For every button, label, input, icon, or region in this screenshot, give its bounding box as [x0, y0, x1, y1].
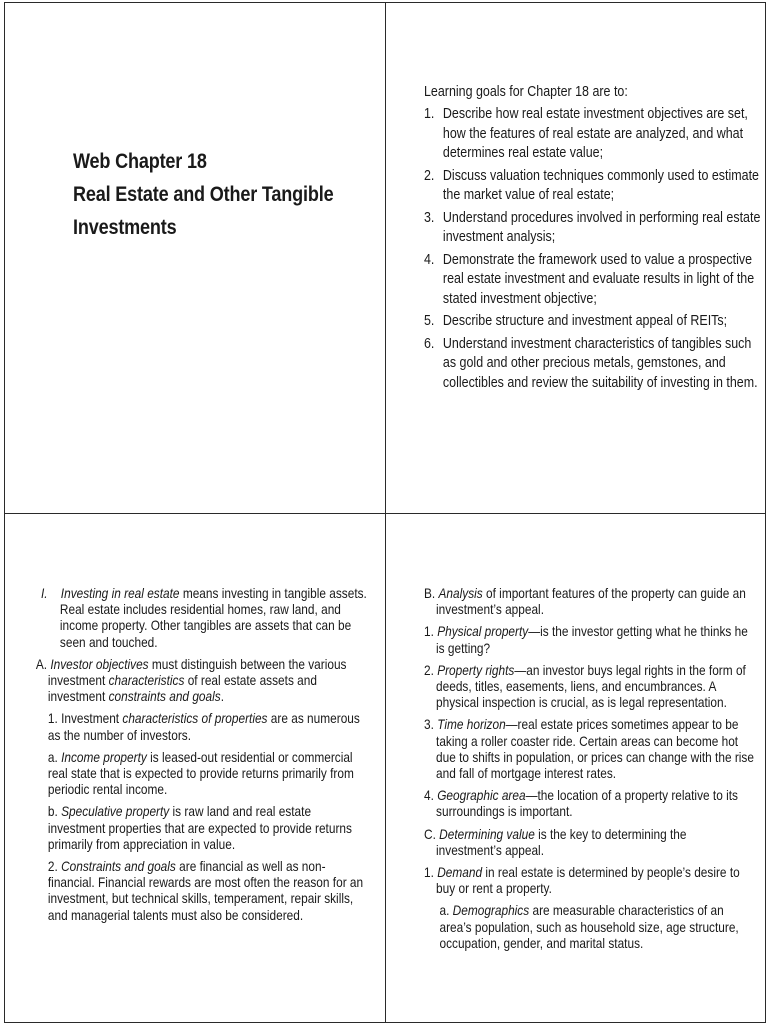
goal-text: Describe structure and investment appeal of REITs; [442, 313, 728, 329]
list-label: 4. [424, 788, 438, 804]
paragraph-text: —real estate prices sometimes appear to be taking a roller coaster ride. Certain areas can become hot due to shifts in population, or prices can change with the rise and fall of mortgage interest rates. [436, 717, 754, 782]
goal-item [424, 105, 761, 164]
paragraph-determining-value [424, 827, 754, 859]
term-constraints-and-goals: constraints and goals [108, 689, 221, 705]
paragraph-investing [41, 586, 371, 651]
paragraph-investor-objectives [36, 657, 371, 706]
paragraph-text: means investing in tangible assets. Real estate includes residential homes, raw land, and income property. Other tangibles are assets that can be seen and touched. [59, 586, 367, 650]
term-property-rights: Property rights [437, 662, 515, 678]
paragraph-income-property [41, 750, 371, 799]
slide-title [4, 2, 386, 514]
paragraph-text: must distinguish between the various investment [47, 656, 347, 689]
term-constraints-and-goals: Constraints and goals [61, 859, 176, 875]
slide3-content [35, 586, 371, 930]
paragraph-text: is the key to determining the investment’s appeal. [436, 826, 687, 858]
goal-item [424, 312, 761, 332]
goal-text: Describe how real estate investment objectives are set, how the features of real estate are analyzed, and what determines real estate value; [442, 106, 748, 161]
paragraph-demographics [424, 903, 754, 952]
list-label: 3. [424, 717, 438, 733]
goal-text: Understand procedures involved in performing real estate investment analysis; [442, 209, 761, 245]
learning-goals [424, 83, 761, 396]
paragraph-text: in real estate is determined by people’s desire to buy or rent a property. [436, 865, 740, 897]
goals-list [424, 105, 761, 393]
goal-item [424, 251, 761, 310]
paragraph-text: of important features of the property can guide an investment’s appeal. [436, 586, 746, 618]
term-analysis: Analysis [438, 586, 483, 601]
list-label: C. [424, 826, 440, 842]
slide-investing-in-real-estate [4, 513, 386, 1023]
goal-number: 1. [424, 106, 435, 122]
goal-number: 6. [424, 335, 435, 352]
term-geographic-area: Geographic area [437, 788, 526, 804]
goal-text: Discuss valuation techniques commonly used to estimate the market value of real estate; [442, 167, 759, 203]
paragraph-text: are as numerous as the number of investors. [47, 711, 360, 743]
slide4-content [424, 586, 754, 958]
term-demographics: Demographics [452, 903, 530, 919]
roman-numeral: I. [41, 586, 48, 601]
term-speculative-property: Speculative property [61, 804, 170, 820]
slide-learning-goals [385, 2, 766, 514]
paragraph-characteristics [41, 711, 371, 743]
title-line: Web Chapter 18 [73, 150, 207, 173]
term-income-property: Income property [61, 749, 147, 765]
paragraph-constraints-and-goals [41, 859, 371, 924]
goal-text: Understand investment characteristics of tangibles such as gold and other precious metals, gemstones, and collectibles and review the suitability of investing in them. [442, 335, 758, 391]
goal-item [424, 335, 761, 394]
goal-number: 3. [424, 209, 435, 226]
list-label: a. [439, 903, 453, 919]
list-label: 1. [424, 624, 438, 640]
paragraph-physical-property [424, 624, 754, 656]
paragraph-text: —the location of a property relative to its surroundings is important. [436, 788, 738, 820]
paragraph-property-rights [424, 663, 754, 712]
paragraph-text: —an investor buys legal rights in the form of deeds, titles, easements, liens, and encumbrances. A physical inspection is crucial, as is legal representation. [436, 662, 746, 711]
paragraph-text: is raw land and real estate investment properties that are expected to provide returns primarily from appreciation in value. [47, 804, 352, 852]
paragraph-text: —is the investor getting what he thinks he is getting? [436, 624, 748, 656]
list-label: B. [424, 586, 439, 601]
term-physical-property: Physical property [437, 624, 529, 640]
goal-number: 2. [424, 167, 435, 184]
title-line: Real Estate and Other Tangible [73, 183, 334, 206]
paragraph-text: are measurable characteristics of an area’s population, such as household size, age structure, occupation, gender, and marital status. [439, 903, 739, 951]
list-label: 2. [424, 662, 438, 678]
paragraph-text: of real estate assets and investment [47, 673, 317, 705]
paragraph-time-horizon [424, 717, 754, 782]
list-label: b. [47, 804, 62, 820]
goals-intro: Learning goals for Chapter 18 are to: [424, 84, 628, 100]
paragraph-text: . [220, 689, 225, 705]
goal-item [424, 209, 761, 248]
term-characteristics: characteristics [108, 673, 185, 689]
list-label: 1. [424, 865, 438, 881]
goal-text: Demonstrate the framework used to value a prospective real estate investment and evaluate results in light of the stated investment objective; [442, 251, 755, 307]
list-label: 1. Investment [47, 711, 123, 727]
paragraph-geographic-area [424, 788, 754, 820]
paragraph-text: is leased-out residential or commercial real state that is expected to provide returns primarily from periodic rental income. [47, 749, 354, 798]
term-demand: Demand [437, 865, 483, 881]
goal-item [424, 167, 761, 206]
paragraph-speculative-property [41, 804, 371, 853]
list-label: A. [35, 656, 51, 672]
term-investing-in-real-estate: Investing in real estate [60, 586, 180, 601]
term-determining-value: Determining value [439, 826, 535, 842]
term-time-horizon: Time horizon [437, 717, 506, 733]
goal-number: 5. [424, 313, 435, 329]
list-label: 2. [47, 859, 62, 875]
paragraph-analysis [424, 586, 754, 618]
term-investor-objectives: Investor objectives [50, 656, 149, 672]
paragraph-text: are financial as well as non-financial. Financial rewards are most often the reason for an investment, but technical skills, temperament, repair skills, and managerial talents must also be considered. [47, 859, 364, 923]
paragraph-demand [424, 865, 754, 897]
slide-analysis-and-value [385, 513, 766, 1023]
goal-number: 4. [424, 251, 435, 268]
list-label: a. [47, 749, 62, 765]
chapter-title [73, 145, 334, 244]
term-characteristics-of-properties: characteristics of properties [122, 711, 268, 727]
title-line: Investments [73, 216, 177, 239]
